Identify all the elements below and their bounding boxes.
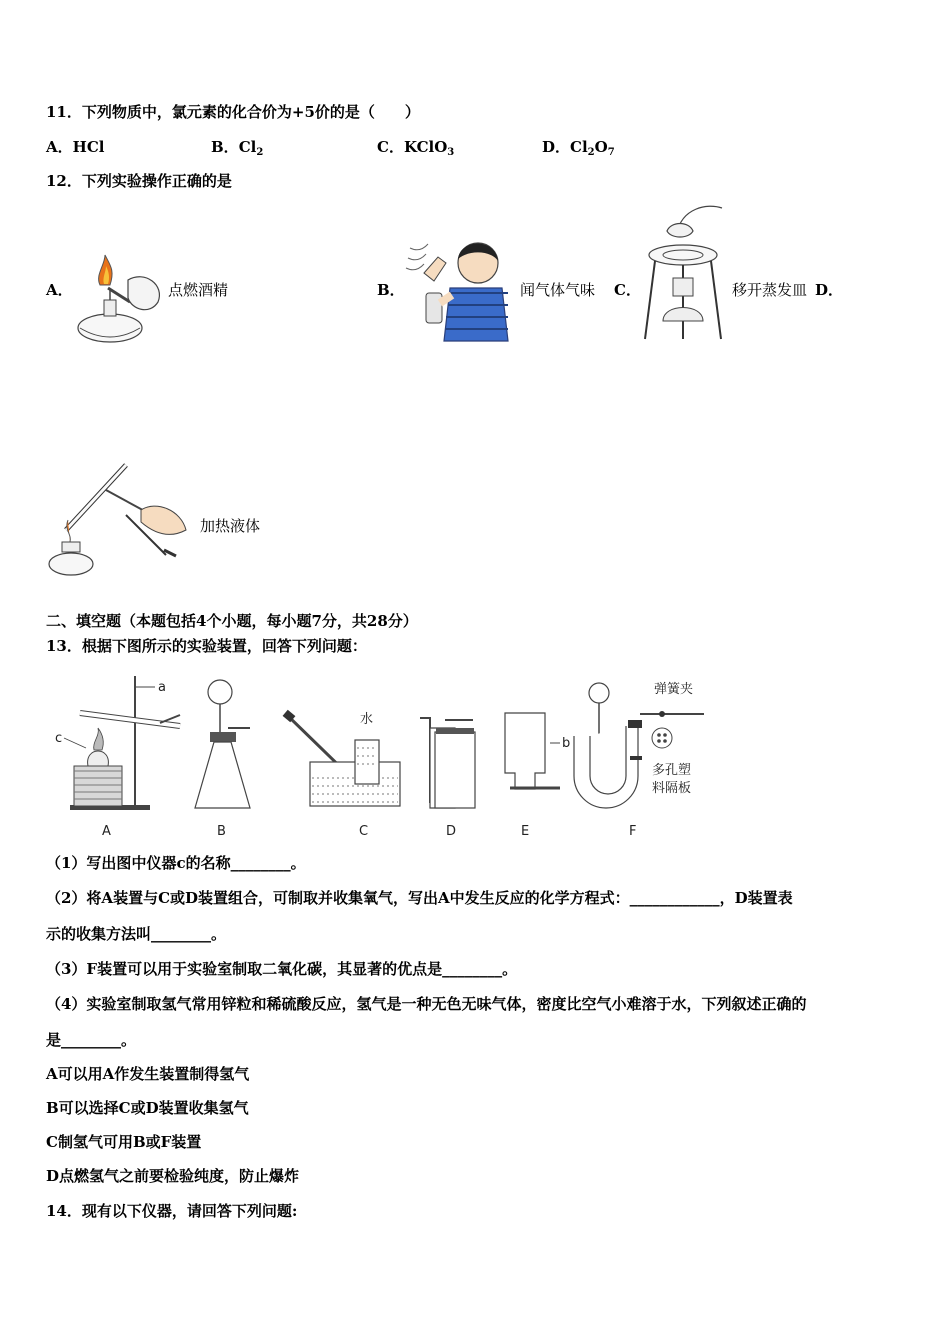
q11-option-c: C．KClO$_3$ bbox=[377, 138, 455, 158]
q13-choice-b: B可以选择C或D装置收集氢气 bbox=[46, 1099, 249, 1117]
label-a: A bbox=[102, 824, 111, 839]
q12-option-a-letter: A． bbox=[46, 281, 73, 299]
evaporating-dish-illustration bbox=[637, 203, 729, 345]
lab-apparatus-figure bbox=[50, 668, 710, 846]
q13-sub3: （3）F装置可以用于实验室制取二氧化碳，其显著的优点是________。 bbox=[46, 960, 518, 978]
lighting-lamp-illustration bbox=[70, 240, 170, 348]
q13-sub4-line1: （4）实验室制取氢气常用锌粒和稀硫酸反应，氢气是一种无色无味气体，密度比空气小难溶于水，下列叙述正确的 bbox=[46, 995, 807, 1013]
annot-water: 水 bbox=[360, 712, 374, 727]
q12-option-b-letter: B． bbox=[377, 281, 405, 299]
label-f: F bbox=[629, 824, 637, 839]
q12-option-d-letter: D． bbox=[815, 281, 844, 299]
q13-sub4-line2: 是________。 bbox=[46, 1031, 137, 1049]
label-d: D bbox=[446, 824, 457, 839]
label-b: B bbox=[217, 824, 226, 839]
q14-stem: 14．现有以下仪器，请回答下列问题: bbox=[46, 1202, 298, 1220]
apparatus-a bbox=[55, 676, 180, 839]
apparatus-f bbox=[574, 681, 704, 839]
apparatus-d bbox=[420, 718, 475, 839]
q13-stem: 13．根据下图所示的实验装置，回答下列问题： bbox=[46, 637, 367, 655]
q11-option-b: B．$Cl_2$ bbox=[211, 138, 264, 158]
q11-stem: 11．下列物质中，氯元素的化合价为+5价的是（ ） bbox=[46, 103, 420, 121]
q12-option-d-text: 加热液体 bbox=[200, 517, 261, 535]
q13-choice-c: C制氢气可用B或F装置 bbox=[46, 1133, 202, 1151]
annot-c: c bbox=[55, 731, 63, 746]
q12-option-a-text: 点燃酒精 bbox=[168, 281, 229, 299]
annot-plate-1: 多孔塑 bbox=[652, 763, 692, 778]
q13-sub1: （1）写出图中仪器c的名称________。 bbox=[46, 854, 306, 872]
annot-b: b bbox=[562, 736, 571, 751]
heating-liquid-illustration bbox=[46, 460, 191, 580]
annot-clip: 弹簧夹 bbox=[654, 682, 694, 697]
q13-choice-a: A可以用A作发生装置制得氢气 bbox=[46, 1065, 250, 1083]
apparatus-c bbox=[283, 710, 400, 839]
apparatus-b bbox=[195, 680, 250, 839]
q13-choice-d: D点燃氢气之前要检验纯度，防止爆炸 bbox=[46, 1167, 300, 1185]
apparatus-e bbox=[505, 713, 570, 839]
q13-sub2-line2: 示的收集方法叫________。 bbox=[46, 925, 227, 943]
label-e: E bbox=[521, 824, 530, 839]
q13-sub2-line1: （2）将A装置与C或D装置组合，可制取并收集氧气，写出A中发生反应的化学方程式：____________，D装置表 bbox=[46, 889, 793, 907]
label-c: C bbox=[359, 824, 369, 839]
q12-option-c-letter: C． bbox=[614, 281, 641, 299]
q11-option-d: D．$Cl_2O_7$ bbox=[542, 138, 615, 158]
annot-a: a bbox=[158, 680, 166, 695]
annot-plate-2: 料隔板 bbox=[652, 781, 692, 796]
q12-stem: 12．下列实验操作正确的是 bbox=[46, 172, 232, 190]
q11-option-a: A．HCl bbox=[46, 138, 105, 156]
q12-option-c-text: 移开蒸发皿 bbox=[732, 281, 808, 299]
section-title: 二、填空题（本题包括4个小题，每小题7分，共28分） bbox=[46, 612, 418, 630]
q12-option-b-text: 闻气体气味 bbox=[520, 281, 596, 299]
smelling-gas-illustration bbox=[400, 233, 515, 345]
